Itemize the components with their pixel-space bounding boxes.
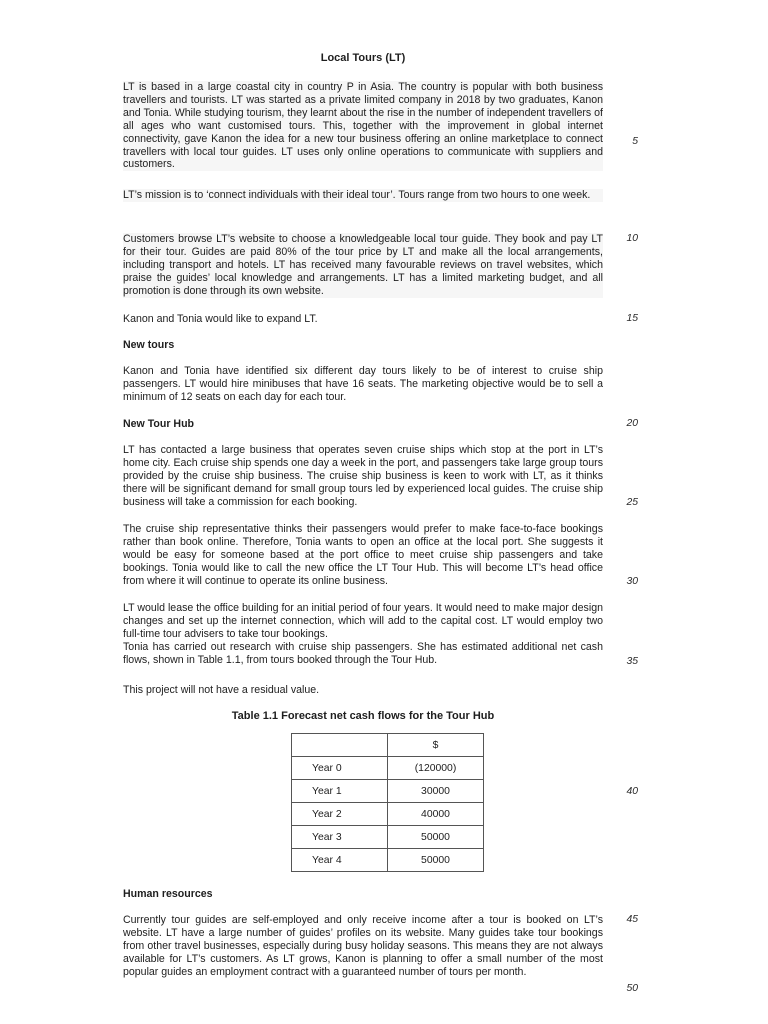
page-title: Local Tours (LT) xyxy=(320,52,406,64)
paragraph-tour-hub-office: The cruise ship representative thinks their passengers would prefer to make face-to-face bookings rather than book online. Therefore, Tonia wants to open an office at the local port. She suggests it would be easy for someone based at the port office to meet cruise ship passengers and take bookings. Tonia would like to call the new office the LT Tour Hub. This will become LT’s head office from where it will continue to operate its online business. xyxy=(123,523,603,587)
paragraph-intro: LT is based in a large coastal city in country P in Asia. The country is popular with both business travellers and tourists. LT was started as a private limited company in 2018 by two graduates, Kanon and Tonia. While studying tourism, they learnt about the rise in the number of independent travellers of all ages who want customised tours. This, together with the improvement in global internet connectivity, gave Kanon the idea for a new tour business offering an online marketplace to connect travellers with local tour guides. LT uses only online operations to communicate with suppliers and customers. xyxy=(123,81,603,171)
line-number: 15 xyxy=(626,313,638,324)
paragraph-cruise-business: LT has contacted a large business that operates seven cruise ships which stop at the port in LT’s home city. Each cruise ship spends one day a week in the port, and passengers take large group tours provided by the cruise ship business. The cruise ship business is keen to work with LT, as it thinks there will be significant demand for small group tours led by experienced local guides. The cruise ship business will take a commission for each booking. xyxy=(123,444,603,508)
table-cell-year: Year 2 xyxy=(292,803,388,826)
line-number: 45 xyxy=(626,914,638,925)
heading-tour-hub: New Tour Hub xyxy=(123,418,195,430)
line-number: 10 xyxy=(626,233,638,244)
paragraph-new-tours: Kanon and Tonia have identified six different day tours likely to be of interest to cruise ship passengers. LT would hire minibuses that have 16 seats. The marketing objective would be to sell a minimum of 12 seats on each day for each tour. xyxy=(123,365,603,403)
table-row xyxy=(292,849,484,872)
table-cell-year: Year 3 xyxy=(292,826,388,849)
paragraph-customers: Customers browse LT’s website to choose a knowledgeable local tour guide. They book and pay LT for their tour. Guides are paid 80% of the tour price by LT and make all the local arrangements, including transport and hotels. LT has received many favourable reviews on travel websites, which praise the guides’ local knowledge and arrangements. LT has a limited marketing budget, and all promotion is done through its own website. xyxy=(123,233,603,297)
table-cell-year: Year 4 xyxy=(292,849,388,872)
table-row xyxy=(292,757,484,780)
paragraph-human-resources: Currently tour guides are self-employed and only receive income after a tour is booked on LT’s website. LT have a large number of guides’ profiles on its website. Many guides take tour bookings from other travel businesses, especially during busy holiday seasons. This means they are not always available for LT’s customers. As LT grows, Kanon is planning to offer a small number of the most popular guides an employment contract with a guaranteed number of tours per month. xyxy=(123,914,603,978)
table-header-cell xyxy=(292,734,388,757)
table-cell-amount: 40000 xyxy=(388,803,484,826)
line-number: 40 xyxy=(626,786,638,797)
table-cell-amount: (120000) xyxy=(388,757,484,780)
table-cell-amount: 50000 xyxy=(388,849,484,872)
line-number: 5 xyxy=(632,136,638,147)
heading-human-resources: Human resources xyxy=(123,888,213,900)
table-cell-year: Year 0 xyxy=(292,757,388,780)
paragraph-research: Tonia has carried out research with cruise ship passengers. She has estimated additional net cash flows, shown in Table 1.1, from tours booked through the Tour Hub. xyxy=(123,641,603,666)
line-number: 50 xyxy=(626,983,638,994)
table-row xyxy=(292,780,484,803)
table-cell-amount: 50000 xyxy=(388,826,484,849)
table-cell-year: Year 1 xyxy=(292,780,388,803)
paragraph-mission: LT’s mission is to ‘connect individuals with their ideal tour’. Tours range from two hours to one week. xyxy=(123,189,603,202)
cash-flow-table xyxy=(291,733,484,872)
table-header-cell: $ xyxy=(388,734,484,757)
table-cell-amount: 30000 xyxy=(388,780,484,803)
table-caption: Table 1.1 Forecast net cash flows for the Tour Hub xyxy=(231,710,495,722)
table-row xyxy=(292,803,484,826)
paragraph-residual: This project will not have a residual value. xyxy=(123,684,320,696)
line-number: 35 xyxy=(626,656,638,667)
paragraph-expand: Kanon and Tonia would like to expand LT. xyxy=(123,313,318,325)
line-number: 20 xyxy=(626,418,638,429)
heading-new-tours: New tours xyxy=(123,339,175,351)
table-header-row xyxy=(292,734,484,757)
paragraph-lease: LT would lease the office building for an initial period of four years. It would need to make major design changes and set up the internet connection, which will add to the capital cost. LT would employ two full-time tour advisers to take tour bookings. xyxy=(123,602,603,640)
table-row xyxy=(292,826,484,849)
line-number: 30 xyxy=(626,576,638,587)
line-number: 25 xyxy=(626,497,638,508)
